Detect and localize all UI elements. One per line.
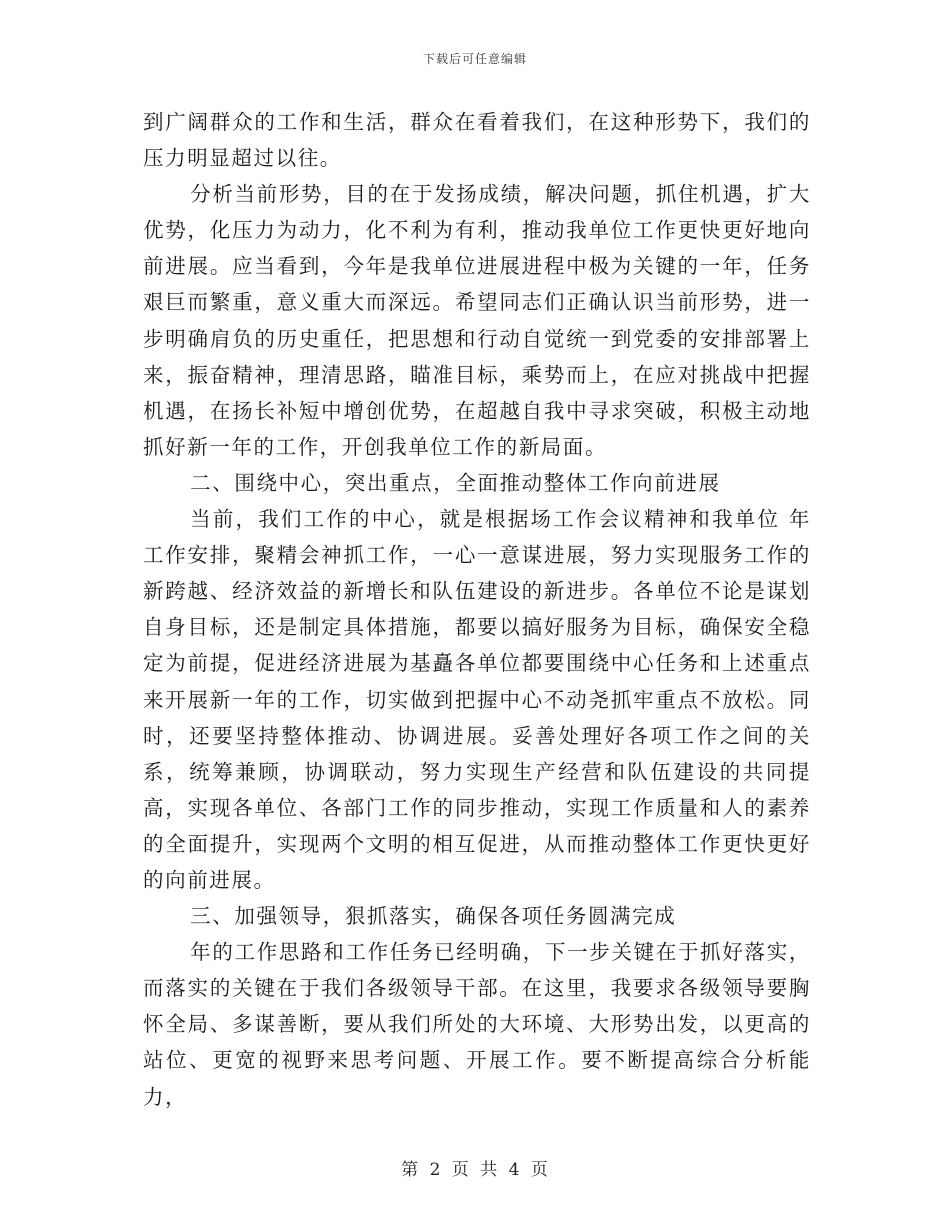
section-heading: 二、围绕中心，突出重点，全面推动整体工作向前进展 (190, 470, 721, 495)
document-body (143, 104, 811, 1115)
page-number: 第 2 页 共 4 页 (401, 1160, 549, 1180)
paragraph: 年的工作思路和工作任务已经明确，下一步关键在于抓好落实，而落实的关键在于我们各级领导干部。在这里，我要求各级领导要胸怀全局、多谋善断，要从我们所处的大环境、大形势出发，以更高的站位、更宽的视野来思考问题、开展工作。要不断提高综合分析能力， (143, 940, 811, 1109)
section-heading: 三、加强领导，狠抓落实，确保各项任务圆满完成 (190, 904, 677, 929)
paragraph: 到广阔群众的工作和生活，群众在看着我们，在这种形势下，我们的压力明显超过以往。 (143, 110, 811, 171)
paragraph: 当前，我们工作的中心，就是根据场工作会议精神和我单位 年工作安排，聚精会神抓工作，一心一意谋进展，努力实现服务工作的新跨越、经济效益的新增长和队伍建设的新进步。各单位不论是谋划自身目标，还是制定具体措施，都要以搞好服务为目标，确保安全稳定为前提，促进经济进展为基矗各单位都要围绕中心任务和上述重点来开展新一年的工作，切实做到把握中心不动尧抓牢重点不放松。同时，还要坚持整体推动、协调进展。妥善处理好各项工作之间的关系，统筹兼顾，协调联动，努力实现生产经营和队伍建设的共同提高，实现各单位、各部门工作的同步推动，实现工作质量和人的素养的全面提升，实现两个文明的相互促进，从而推动整体工作更快更好的向前进展。 (143, 507, 811, 892)
header-note: 下载后可任意编辑 (422, 52, 527, 66)
paragraph: 分析当前形势，目的在于发扬成绩，解决问题，抓住机遇，扩大优势，化压力为动力，化不利为有利，推动我单位工作更快更好地向前进展。应当看到，今年是我单位进展进程中极为关键的一年，任务艰巨而繁重，意义重大而深远。希望同志们正确认识当前形势，进一步明确肩负的历史重任，把思想和行动自觉统一到党委的安排部署上来，振奋精神，理清思路，瞄准目标，乘势而上，在应对挑战中把握机遇，在扬长补短中增创优势，在超越自我中寻求突破，积极主动地抓好新一年的工作，开创我单位工作的新局面。 (143, 182, 811, 459)
